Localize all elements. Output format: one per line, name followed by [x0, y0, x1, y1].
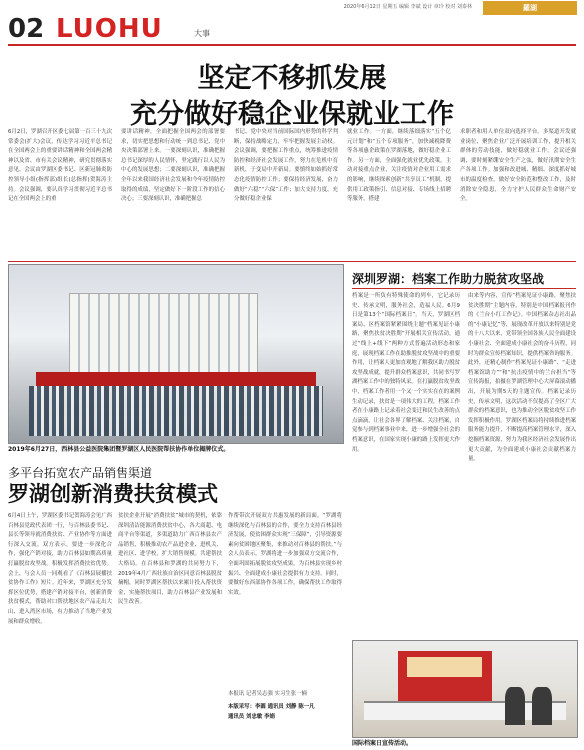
building-image — [69, 293, 258, 380]
lead-col-1: 6月2日，罗湖召开区委七届第一百三十九次常委会(扩大)会议，传达学习习近平总书记在全国两会上的重要讲话精神和全国两会精神以及省、市有关会议精神，研究贯彻落实意见。会议由罗湖区委书记、区新冠肺炎防控领导小组(指挥部)组长(总指挥)贺海涛主持。会议强调，要认真学习贯彻习近平总书记在全国两会上的重 — [8, 129, 112, 203]
headline-line2: 充分做好稳企业保就业工作 — [130, 99, 454, 130]
left-article-kicker: 多平台拓宽农产品销售渠道 — [8, 466, 153, 480]
photo-caption: 2019年6月27日，西林县公益医院集团暨罗湖区人民医院帮扶协作单位揭牌仪式。 — [8, 446, 230, 453]
red-banner-image — [36, 372, 317, 386]
lead-col-3: 书记、党中央对当前国际国内形势的科学判断，保持战略定力，牢牢把握发展主动权。会议强调，要把握工作重点，统筹推进疫情防控和经济社会发展工作，努力在危机中育新机，于变局中开新局。要慎终如始抓好常态化疫情防控工作；要保持经济发展，奋力做好“六稳”“六保”工作；加大支持力度，充分做好稳企业保 — [234, 129, 338, 203]
display-board-image — [398, 651, 492, 701]
archive-day-photo — [352, 640, 578, 738]
left-col-4: 本报讯 记者吴志强 实习生张一楠 — [228, 691, 307, 697]
left-article-title: 罗湖创新消费扶贫模式 — [8, 481, 218, 506]
headline-line1: 坚定不移抓发展 — [197, 63, 387, 94]
left-col-1: 6月4日上午，罗湖区委书记贺海涛会见广西百林县党政代表团一行，与百林县委书记、县长等领导就消费扶贫、产业协作等方面进行深入交流。双方表示，要进一步深化合作，强化产销对接，助力百林县如期高质量打赢脱贫攻坚战。积极发挥消费扶贫优势。会上，与会人员一同观看了《百林县展播扶贫协作工作》短片。近年来，罗湖区充分发挥区位优势，搭建产销对接平台，创新消费扶贫模式，帮助对口帮扶地区农产品走出大山、进入湾区市场，有力推动了当地产业发展和群众增收。 — [8, 513, 112, 625]
section-divider — [8, 261, 576, 262]
page-number: 02 — [8, 14, 45, 44]
lead-col-5: 求职者和用人单位双向选择平台。多渠道开发就业岗位，聚焦企业广泛开展培训工作，提升相关群体的劳动技能，做好稳就业工作。会议还强调，要时刻紧绷安全生产之弦，做好汛期安全生产各项工作。加强和改进城、精细、深度抓好城市的温度检查，做好安全防范和整改工作，及时消除安全隐患，全力守护人民群众生命财产安全。 — [460, 129, 576, 203]
person-image — [505, 687, 525, 725]
issue-meta: 2020年6月12日 星期五 编辑 李斌 设计 章玲 校对 刘泰林 — [343, 4, 472, 10]
section-label: 大事 — [194, 29, 210, 38]
photo2-caption: 国际档案日宣传活动。 — [352, 740, 413, 747]
crowd-image — [29, 386, 323, 436]
credit-line-2: 通讯员 刘忠敏 李娟 — [228, 714, 275, 720]
credit-line-1: 本版采写：李圆 通讯员 刘静 陈一凡 — [228, 704, 315, 710]
ceremony-photo — [8, 264, 344, 444]
newspaper-logo: 羅湖 — [483, 1, 577, 15]
left-col-2: 贫扶企业开展“消费扶贫”城市的契机，依靠深圳清洁能源消费扶贫中心，各大商超、电商平台等渠道，多渠道助力广西百林县农产品销售，积极推动农产品进企业、进机关、进社区、进学校，扩大销售规模。共建帮扶大格局。在百林县和罗湖的共同努力下，2019年4月广西壮族自治区同意百林县脱贫摘帽，同时罗湖区帮扶以来累计投入帮扶资金，实施帮扶项目，助力百林县产业发展和民生改善。 — [118, 513, 222, 606]
page-name: LUOHU — [56, 14, 163, 44]
lead-col-2: 要讲话精神，全面把握全国两会的部署要求，切实把思想和行动统一到总书记、党中央决策部署上来。一要深刻认识，准确把握总书记深厚的人民情怀，坚定践行以人民为中心的发展思想；二要深刻认识，准确把握全年以来我国经济社会发展和今年疫情防控取得的成绩，坚定做好下一阶段工作的信心决心；三要深刻认识，准确把握总 — [121, 129, 225, 203]
right-col-2: 由来等内容，宣传“档案见证小康路，聚焦扶贫决胜期”主题内容，特别是中国档案报刊作的《兰台小红工作记》。中国档案杂志社出品的“小康记忆”等，展现改革开放以来特别是党的十八大以来，党带领全国各族人民全面建设小康社会、全面建成小康社会的奋斗历程，同时为群众宣传档案知识，提供档案咨询服务。此外，还精心制作“档案见证小康路”、“走进档案馆助力”“和“抗击疫情中的兰台担当”等宣传海报，拍摄在罗湖管理中心大屏幕滚动播出，开展为期5天的主题宣传。档案记录历史，传承文明，这次活动不仅提高了全区广大群众的档案意识，也为推动全区脱贫攻坚工作发挥积极作用。罗湖区档案局将持续推进档案服务能力提升，不断提高档案管理水平，深入挖掘档案资源，努力为我区经济社会发展作出更大贡献，为全面建成小康社会贡献档案力量。 — [468, 293, 576, 463]
person-image — [532, 687, 552, 725]
lead-col-4: 就业工作。一方面，继续落细落实“五个亿元计划”和“五个专项服务”，加快减税降费等各项惠企政策在罗湖落地，做好稳企业工作。另一方面，全面强化就业优先政策，主动对接重点企业，关注疫情对企业用工需求的影响，继续探索创新“共享员工”机制，提供用工政策指引、信息对接、专场线上招聘等服务，搭建 — [347, 129, 451, 203]
header-rule — [8, 44, 576, 46]
right-title-rule — [352, 288, 576, 289]
left-col-3: 作帮带次开展双方共惠发展的新局面。“罗湖将继续深化与百林县的合作，要全力支持百林县经济发展，使贫困群众实现“三保障”，引导资源要素向贫困地区聚集，来推动对百林县的帮扶。”与会人员表示，罗湖将进一步加强双方交流合作，全面巩固拓展脱贫攻坚成果，为百林县实现乡村振兴、全面建成小康社会提供有力支持。同时，要做好东西部协作各项工作，确保帮扶工作取得实效。 — [228, 513, 342, 596]
right-article-title: 深圳罗湖：档案工作助力脱贫攻坚战 — [352, 272, 545, 286]
right-col-1: 档案是一所负有特殊使命的列车，它记录历史、传承文明，服务社会，造福人民。6月9日是第13个“国际档案日”。当天，罗湖区档案局、区档案馆紧紧围绕主题“档案见证小康路，聚焦扶贫决胜期”开展相关宣传活动，通过“线上+线下”两种方式普遍活动形态和家庭，展现档案工作在助推脱贫攻坚战中的重要作用，让档案人更加直观地了解我区助力脱贫攻坚战成就，提升群众档案意识，共同书写罗湖档案工作中的独特风采。在打赢脱贫攻坚战中，档案工作者用一个又一个实实在在的案例生动记录，扶贫是一项伟大的工程，档案工作者在小康路上记录着社会变迁和民生改善的点点滴滴，让社会各界了解档案、关注档案，自觉参与到档案事业中来，进一步增强全社会的档案意识，在国家实现小康的路上发挥更大作用。 — [352, 293, 460, 453]
